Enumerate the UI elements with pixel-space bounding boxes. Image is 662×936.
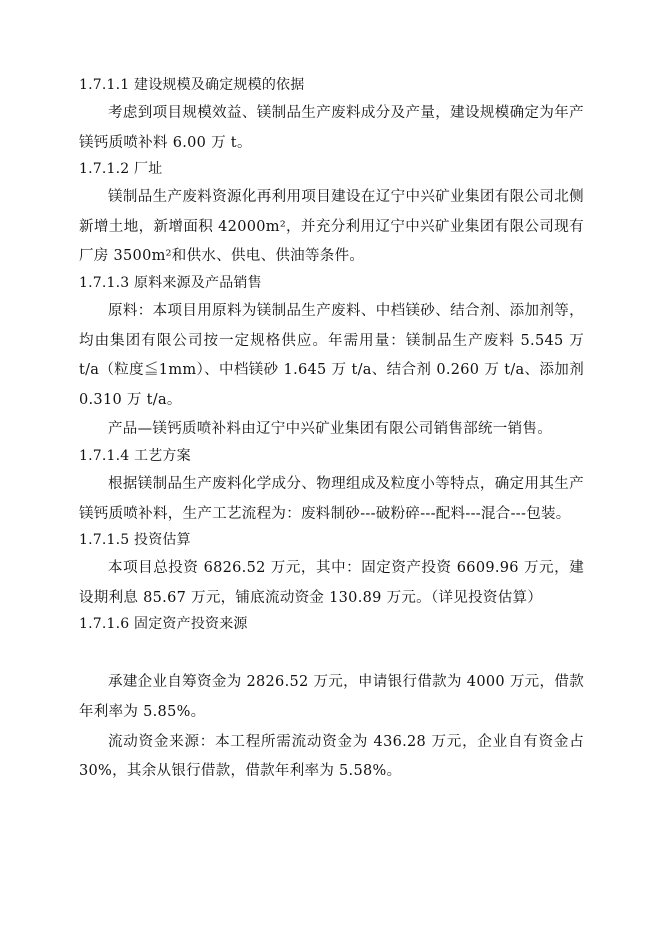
section-paragraph: 考虑到项目规模效益、镁制品生产废料成分及产量，建设规模确定为年产镁钙质喷补料 6.00 万 t。	[79, 105, 584, 151]
section-1-7-1-1	[79, 74, 584, 158]
section-paragraph: 根据镁制品生产废料化学成分、物理组成及粒度小等特点，确定用其生产镁钙质喷补料，生产工艺流程为：废料制砂---破粉碎---配料---混合---包装。	[79, 475, 584, 522]
section-paragraph: 原料：本项目用原料为镁制品生产废料、中档镁砂、结合剂、添加剂等，均由集团有限公司按一定规格供应。年需用量：镁制品生产废料 5.545 万 t/a（粒度≦1mm）、中档镁砂 1.645 万 t/a、结合剂 0.260 万 t/a、添加剂 0.310 万 t/a。	[79, 302, 584, 408]
document-page	[79, 74, 584, 787]
section-paragraph: 镁制品生产废料资源化再利用项目建设在辽宁中兴矿业集团有限公司北侧新增土地，新增面积 42000m²，并充分利用辽宁中兴矿业集团有限公司现有厂房 3500m²和供水、供电、供油等条件。	[79, 189, 584, 265]
section-1-7-1-6	[79, 613, 584, 786]
section-1-7-1-4	[79, 445, 584, 529]
section-heading: 1.7.1.1 建设规模及确定规模的依据	[79, 77, 305, 93]
section-heading: 1.7.1.2 厂址	[79, 161, 163, 178]
section-heading: 1.7.1.4 工艺方案	[79, 447, 191, 464]
section-heading: 1.7.1.3 原料来源及产品销售	[79, 274, 262, 291]
section-heading: 1.7.1.6 固定资产投资来源	[79, 616, 248, 633]
section-paragraph: 流动资金来源：本工程所需流动资金为 436.28 万元，企业自有资金占 30%，其余从银行借款，借款年利率为 5.58%。	[79, 733, 584, 780]
section-paragraph: 承建企业自筹资金为 2826.52 万元，申请银行借款为 4000 万元，借款年利率为 5.85%。	[79, 674, 584, 720]
section-1-7-1-2	[79, 158, 584, 272]
section-paragraph: 产品—镁钙质喷补料由辽宁中兴矿业集团有限公司销售部统一销售。	[108, 421, 552, 438]
blank-line	[79, 638, 584, 668]
section-1-7-1-5	[79, 529, 584, 613]
section-heading: 1.7.1.5 投资估算	[79, 532, 191, 549]
section-paragraph: 本项目总投资 6826.52 万元，其中：固定资产投资 6609.96 万元，建设期利息 85.67 万元，铺底流动资金 130.89 万元。（详见投资估算）	[79, 560, 584, 606]
section-1-7-1-3	[79, 272, 584, 445]
